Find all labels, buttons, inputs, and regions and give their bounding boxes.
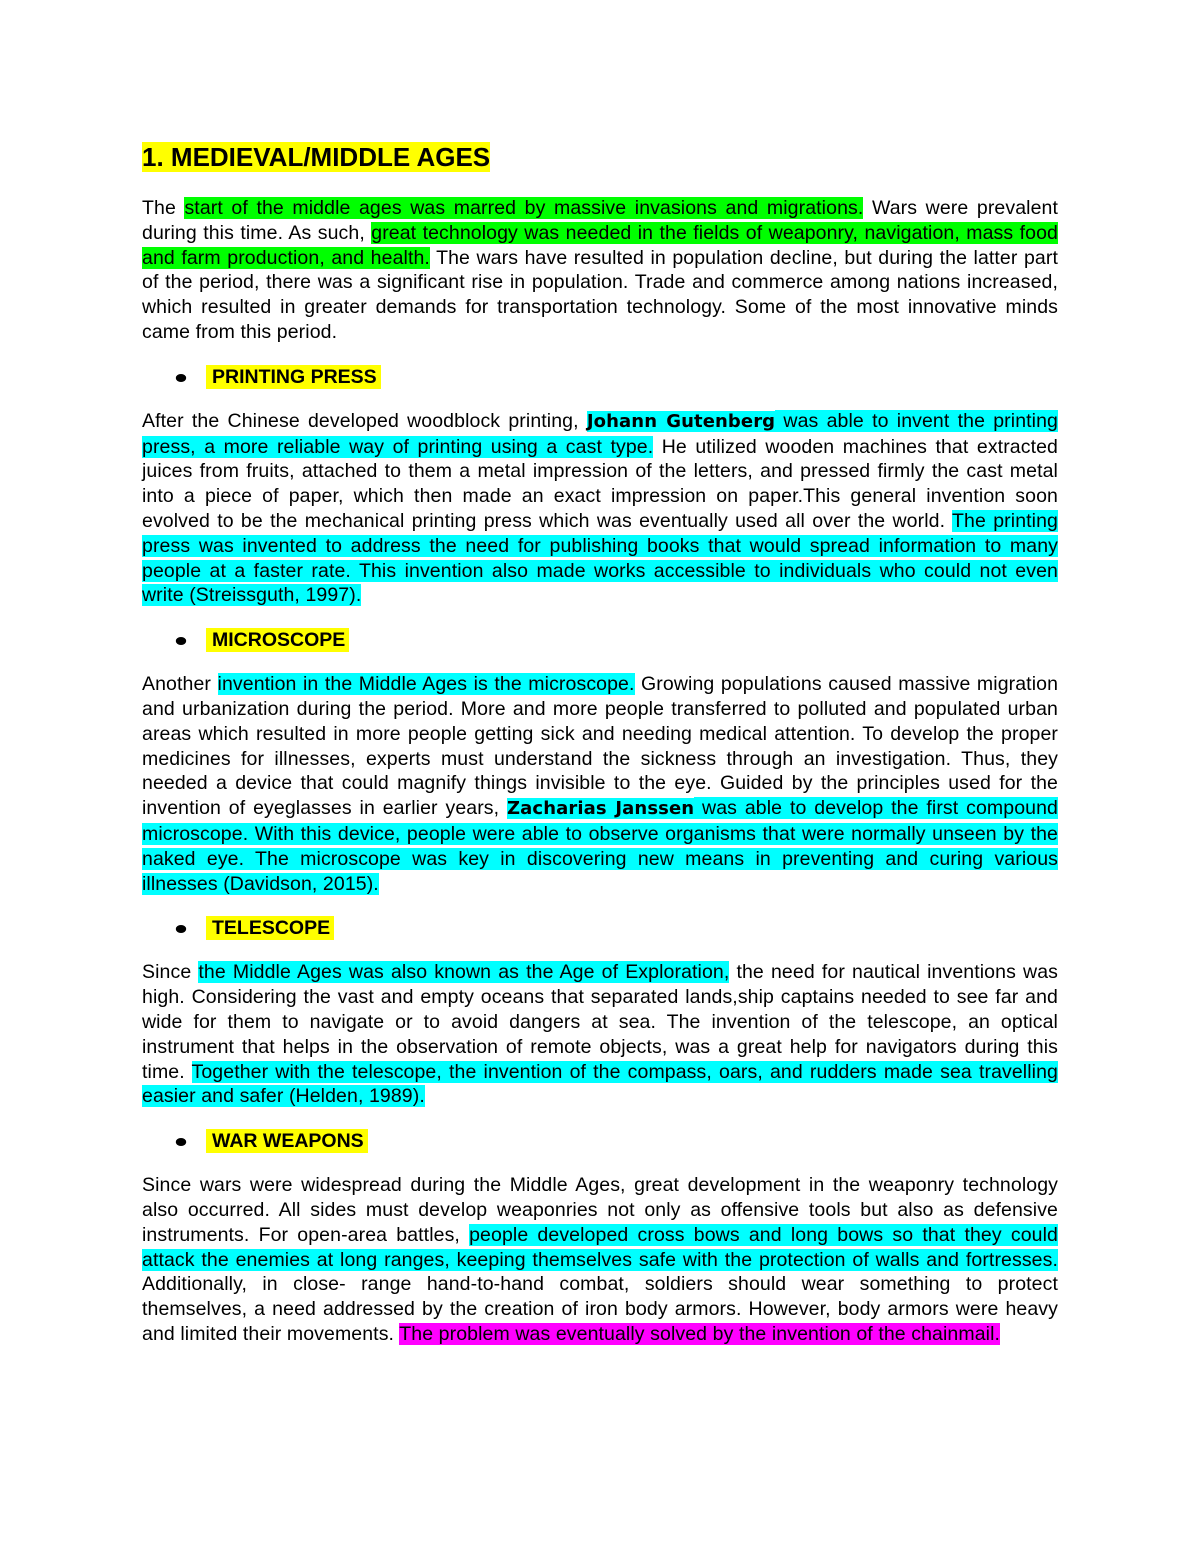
bullet-printing-press — [142, 365, 1058, 389]
intro-paragraph: The start of the middle ages was marred by massive invasions and migrations. Wars were prevalent during this time. As such, great technology was needed in the fields of weaponry, navigation, mass food and farm production, and health. The wars have resulted in population decline, but during the latter part of the period, there was a significant rise in population. Trade and commerce among nations increased, which resulted in greater demands for transportation technology. Some of the most innovative minds came from this period. — [142, 197, 1058, 343]
bullet-icon — [176, 374, 186, 382]
bullet-icon — [176, 925, 186, 933]
printing-paragraph: After the Chinese developed woodblock printing, Johann Gutenberg was able to invent the printing press, a more reliable way of printing using a cast type. He utilized wooden machines that extracted juices from fruits, attached to them a metal impression of the letters, and pressed firmly the cast metal into a piece of paper, which then made an exact impression on paper.This general invention soon evolved to be the mechanical printing press which was eventually used all over the world. The printing press was invented to address the need for publishing books that would spread information to many people at a faster rate. This invention also made works accessible to individuals who could not even write (Streissguth, 1997). — [142, 409, 1058, 607]
subheading-war-weapons: WAR WEAPONS — [206, 1129, 368, 1153]
highlight-cyan: invention in the Middle Ages is the microscope. — [217, 673, 635, 696]
highlight-cyan: was able to invent the printing press, a more reliable way of printing using a cast type. — [142, 409, 1058, 458]
document-content — [142, 140, 1058, 1347]
highlight-cyan: Together with the telescope, the invention of the compass, oars, and rudders made sea travelling easier and safer (Helden, 1989). — [142, 1060, 1058, 1108]
subheading-printing-press: PRINTING PRESS — [206, 365, 381, 389]
subheading-microscope: MICROSCOPE — [206, 628, 349, 652]
bullet-icon — [176, 1138, 186, 1146]
bullet-telescope — [142, 916, 1058, 940]
telescope-paragraph: Since the Middle Ages was also known as the Age of Exploration, the need for nautical inventions was high. Considering the vast and empty oceans that separated lands,ship captains needed to see far and wide for them to navigate or to avoid dangers at sea. The invention of the telescope, an optical instrument that helps in the observation of remote objects, was a great help for navigators during this time. Together with the telescope, the invention of the compass, oars, and rudders made sea travelling easier and safer (Helden, 1989). — [142, 961, 1059, 1108]
weapons-paragraph: Since wars were widespread during the Middle Ages, great development in the weaponry technology also occurred. All sides must develop weaponries not only as offensive tools but also as defensive instruments. For open-area battles, people developed cross bows and long bows so that they could attack the enemies at long ranges, keeping themselves safe with the protection of walls and fortresses. Additionally, in close- range hand-to-hand combat, soldiers should wear something to protect themselves, a need addressed by the creation of iron body armors. However, body armors were heavy and limited their movements. The problem was eventually solved by the invention of the chainmail. — [142, 1174, 1058, 1345]
section-title: 1. MEDIEVAL/MIDDLE AGES — [142, 142, 491, 172]
microscope-paragraph: Another invention in the Middle Ages is the microscope. Growing populations caused massive migration and urbanization during the period. More and more people transferred to polluted and populated urban areas which resulted in more people getting sick and needing medical attention. To develop the proper medicines for illnesses, experts must understand the sickness through an investigation. Thus, they needed a device that could magnify things invisible to the eye. Guided by the principles used for the invention of eyeglasses in earlier years, Zacharias Janssen was able to develop the first compound microscope. With this device, people were able to observe organisms that were normally unseen by the naked eye. The microscope was key in discovering new means in preventing and curing various illnesses (Davidson, 2015). — [142, 673, 1059, 895]
bullet-microscope — [142, 628, 1058, 652]
bullet-icon — [176, 637, 186, 645]
inventor-name: Zacharias Janssen — [507, 798, 695, 820]
highlight-cyan: was able to develop the first compound microscope. With this device, people were able to observe organisms that were normally unseen by the naked eye. The microscope was key in discovering new means in preventing and curing various illnesses (Davidson, 2015). — [142, 797, 1058, 895]
inventor-name: Johann Gutenberg — [586, 410, 776, 432]
highlight-green: start of the middle ages was marred by massive invasions and migrations. — [184, 197, 864, 219]
highlight-green: great technology was needed in the fields of weaponry, navigation, mass food and farm production, and health. — [142, 221, 1058, 269]
highlight-cyan: The printing press was invented to address the need for publishing books that would spread information to many people at a faster rate. This invention also made works accessible to individuals who could not even write (Streissguth, 1997). — [142, 509, 1058, 607]
subheading-telescope: TELESCOPE — [206, 916, 334, 940]
bullet-war-weapons — [142, 1129, 1058, 1153]
highlight-cyan: people developed cross bows and long bows so that they could attack the enemies at long ranges, keeping themselves safe with the protection of walls and fortresses. — [142, 1223, 1058, 1271]
highlight-cyan: the Middle Ages was also known as the Age of Exploration, — [198, 961, 730, 984]
highlight-magenta: The problem was eventually solved by the invention of the chainmail. — [399, 1322, 1001, 1345]
